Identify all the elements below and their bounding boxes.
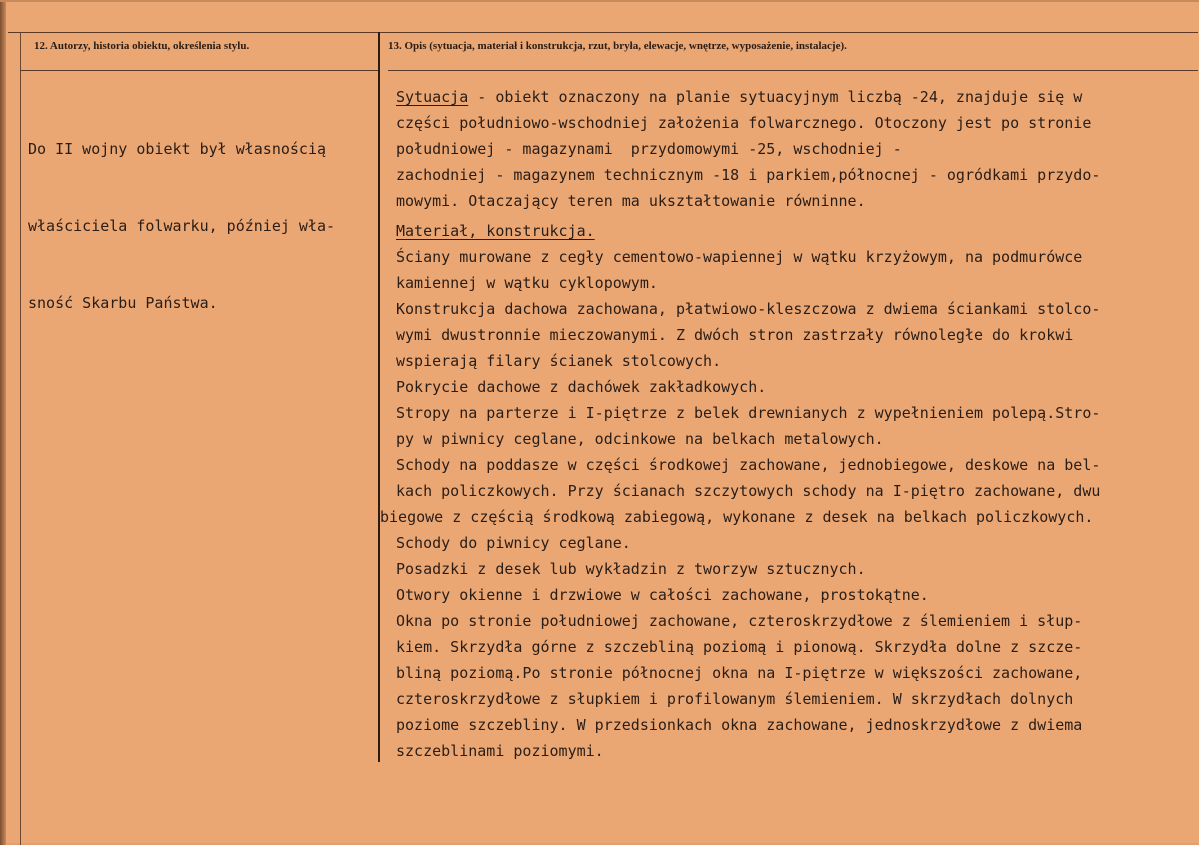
material-line: kiem. Skrzydła górne z szczebliną poziomą i pionową. Skrzydła dolne z szcze- (396, 638, 1083, 656)
material-line: wspierają filary ścianek stolcowych. (396, 352, 722, 370)
material-line: wymi dwustronnie mieczowanymi. Z dwóch stron zastrzały równoległe do krokwi (396, 326, 1074, 344)
situation-line: mowymi. Otaczający teren ma ukształtowanie równinne. (396, 192, 866, 210)
left-border (20, 32, 21, 845)
header-rule-right (388, 70, 1198, 71)
material-line: Ściany murowane z cegły cementowo-wapiennej w wątku krzyżowym, na podmurówce (396, 248, 1083, 266)
material-line: Otwory okienne i drzwiowe w całości zachowane, prostokątne. (396, 586, 929, 604)
situation-first-text: - obiekt oznaczony na planie sytuacyjnym liczbą -24, znajduje się w (468, 88, 1083, 106)
section-13-body (380, 84, 1198, 764)
material-line: kamiennej w wątku cyklopowym. (396, 274, 658, 292)
section-12-body (28, 86, 378, 368)
material-line: bliną poziomą.Po stronie północnej okna na I-piętrze w większości zachowane, (396, 664, 1083, 682)
material-line: Posadzki z desek lub wykładzin z tworzyw sztucznych. (396, 560, 866, 578)
material-line: kach policzkowych. Przy ścianach szczytowych schody na I-piętro zachowane, dwu (396, 482, 1101, 500)
material-heading: Materiał, konstrukcja. (396, 222, 595, 240)
material-line: Schody na poddasze w części środkowej zachowane, jednobiegowe, deskowe na bel- (396, 456, 1101, 474)
material-heading-line (380, 218, 1198, 244)
situation-line: części południowo-wschodniej założenia folwarcznego. Otoczony jest po stronie (396, 114, 1092, 132)
material-line: szczeblinami poziomymi. (396, 742, 604, 760)
material-line: poziome szczebliny. W przedsionkach okna zachowane, jednoskrzydłowe z dwiema (396, 716, 1083, 734)
situation-line: południowej - magazynami przydomowymi -25, wschodniej - (396, 140, 902, 158)
material-line: py w piwnicy ceglane, odcinkowe na belkach metalowych. (396, 430, 884, 448)
header-rule-left (20, 70, 378, 71)
material-line: biegowe z częścią środkową zabiegową, wykonane z desek na belkach policzkowych. (380, 508, 1094, 526)
section-12-line: właściciela folwarku, później wła- (28, 217, 336, 235)
section-13-header: 13. Opis (sytuacja, materiał i konstrukcja, rzut, bryła, elewacje, wnętrze, wyposażenie, instalacje). (388, 40, 847, 52)
top-rule (8, 32, 1198, 33)
material-line: Pokrycie dachowe z dachówek zakładkowych. (396, 378, 767, 396)
material-line: czteroskrzydłowe z słupkiem i profilowanym ślemieniem. W skrzydłach dolnych (396, 690, 1074, 708)
material-line: Schody do piwnicy ceglane. (396, 534, 631, 552)
section-12-line: sność Skarbu Państwa. (28, 294, 218, 312)
material-line: Okna po stronie południowej zachowane, czteroskrzydłowe z ślemieniem i słup- (396, 612, 1083, 630)
situation-heading: Sytuacja (396, 88, 469, 106)
situation-line: zachodniej - magazynem technicznym -18 i parkiem,północnej - ogródkami przydo- (396, 166, 1101, 184)
material-line: Stropy na parterze i I-piętrze z belek drewnianych z wypełnieniem polepą.Stro- (396, 404, 1101, 422)
material-line: Konstrukcja dachowa zachowana, płatwiowo-kleszczowa z dwiema ściankami stolco- (396, 300, 1101, 318)
section-12-header: 12. Autorzy, historia obiektu, określenia stylu. (34, 40, 250, 52)
paper-edge (0, 2, 6, 845)
situation-first-line (380, 84, 1198, 110)
section-12-line: Do II wojny obiekt był własnością (28, 140, 327, 158)
